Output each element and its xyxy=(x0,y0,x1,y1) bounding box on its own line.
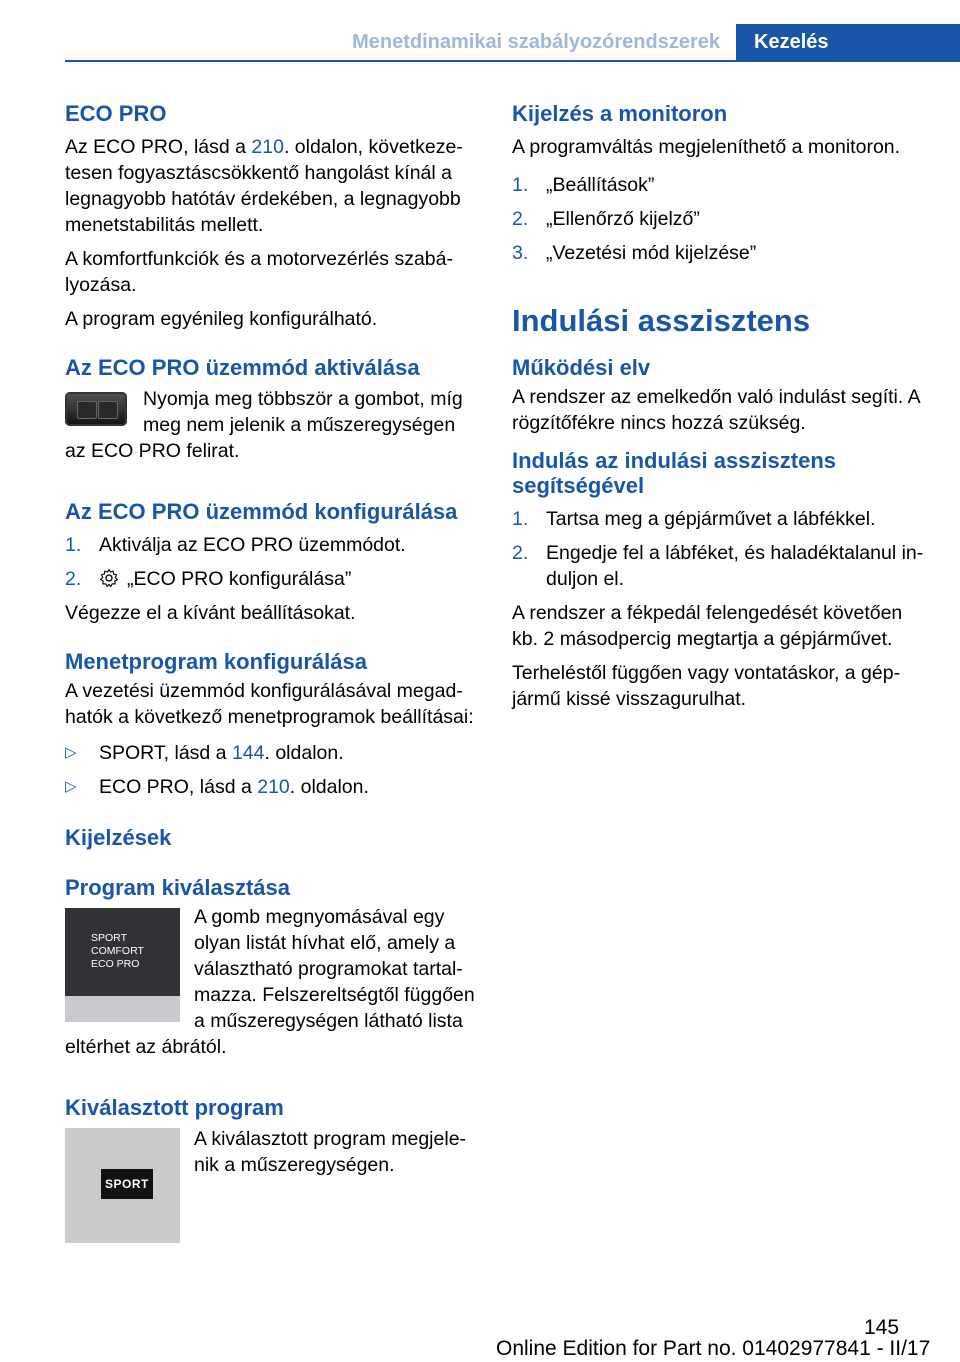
program-select-block xyxy=(65,904,480,1060)
header-section-title: Menetdinamikai szabályozórendszerek xyxy=(352,30,720,53)
selected-program-text: A kiválasztott program megjele-nik a műszeregységen. xyxy=(194,1128,467,1176)
principle-heading: Működési elv xyxy=(512,355,651,380)
start-text-2: Terheléstől függően vagy vontatáskor, a gép-jármű kissé visszagurulhat. xyxy=(512,662,901,710)
monitor-heading: Kijelzés a monitoron xyxy=(512,101,728,126)
principle-text: A rendszer az emelkedőn való indulást segíti. A rögzítőfékre nincs hozzá szükség. xyxy=(512,386,920,434)
header-chapter-tab[interactable]: Kezelés xyxy=(736,24,960,60)
left-column xyxy=(65,100,480,1249)
list-item: 2. „ECO PRO konfigurálása” xyxy=(65,568,352,590)
header-rule xyxy=(65,60,960,62)
displays-heading: Kijelzések xyxy=(65,825,172,850)
hill-start-heading: Indulási asszisztens xyxy=(512,303,811,338)
eco-pro-heading: ECO PRO xyxy=(65,101,167,126)
list-item: 1. Tartsa meg a gépjárművet a lábfékkel. xyxy=(512,508,876,530)
eco-pro-paragraph-3: A program egyénileg konfigurálható. xyxy=(65,308,378,330)
page-number: 145 xyxy=(864,1316,900,1339)
activate-block xyxy=(65,386,480,464)
list-item: ▷ SPORT, lásd a 144. oldalon. xyxy=(65,742,344,764)
activate-heading: Az ECO PRO üzemmód aktiválása xyxy=(65,355,420,380)
driving-mode-button-image xyxy=(65,392,127,426)
eco-pro-paragraph: Az ECO PRO, lásd a 210. oldalon, következe-tesen fogyasztáscsökkentő hangolást kínál a legnagyobb hatótáv érdekében, a legnagyobb menetstabilitás mellett. xyxy=(65,136,463,236)
activate-text: Nyomja meg többször a gombot, míg meg nem jelenik a műszeregységen az ECO PRO felirat. xyxy=(65,388,463,462)
start-heading: Indulás az indulási asszisztens segítségével xyxy=(512,448,836,498)
selected-program-screen-image xyxy=(65,1128,180,1243)
sport-badge: SPORT xyxy=(101,1169,153,1199)
list-item: 2. „Ellenőrző kijelző” xyxy=(512,208,700,230)
program-config-text: A vezetési üzemmód konfigurálásával megad-hatók a következő menetprogramok beállításai: xyxy=(65,680,474,728)
settings-gear-icon xyxy=(99,568,119,588)
list-item: ▷ ECO PRO, lásd a 210. oldalon. xyxy=(65,776,369,798)
config-after-text: Végezze el a kívánt beállításokat. xyxy=(65,602,356,624)
program-select-heading: Program kiválasztása xyxy=(65,875,291,900)
bullet-triangle-icon: ▷ xyxy=(65,744,77,761)
page-link-210[interactable]: 210 xyxy=(251,136,284,158)
page-link-210[interactable]: 210 xyxy=(257,776,290,798)
start-text-1: A rendszer a fékpedál felengedését követően kb. 2 másodpercig megtartja a gépjárművet. xyxy=(512,602,903,650)
monitor-text: A programváltás megjeleníthető a monitoron. xyxy=(512,136,901,158)
eco-pro-paragraph-2: A komfortfunkciók és a motorvezérlés szabá-lyozása. xyxy=(65,248,453,296)
program-select-text: A gomb megnyomásával egy olyan listát hívhat elő, amely a választható programokat tartal-mazza. Felszereltségtől függően a műszeregységen látható lista eltérhet az ábrától. xyxy=(65,906,475,1058)
right-column xyxy=(512,100,932,712)
bullet-triangle-icon: ▷ xyxy=(65,778,77,795)
list-item: 2. Engedje fel a lábféket, és haladéktalanul in-duljon el. xyxy=(512,542,924,590)
program-list-screen-image: SPORT COMFORT ECO PRO xyxy=(65,908,180,1022)
list-item: 1. Aktiválja az ECO PRO üzemmódot. xyxy=(65,534,406,556)
page-link-144[interactable]: 144 xyxy=(231,742,265,764)
config-heading: Az ECO PRO üzemmód konfigurálása xyxy=(65,499,458,524)
list-item: 3. „Vezetési mód kijelzése” xyxy=(512,242,757,264)
program-config-heading: Menetprogram konfigurálása xyxy=(65,649,367,674)
list-item: 1. „Beállítások” xyxy=(512,174,655,196)
selected-program-block xyxy=(65,1126,480,1191)
edition-footer: Online Edition for Part no. 01402977841 - II/17 xyxy=(496,1337,931,1360)
selected-program-heading: Kiválasztott program xyxy=(65,1095,284,1120)
